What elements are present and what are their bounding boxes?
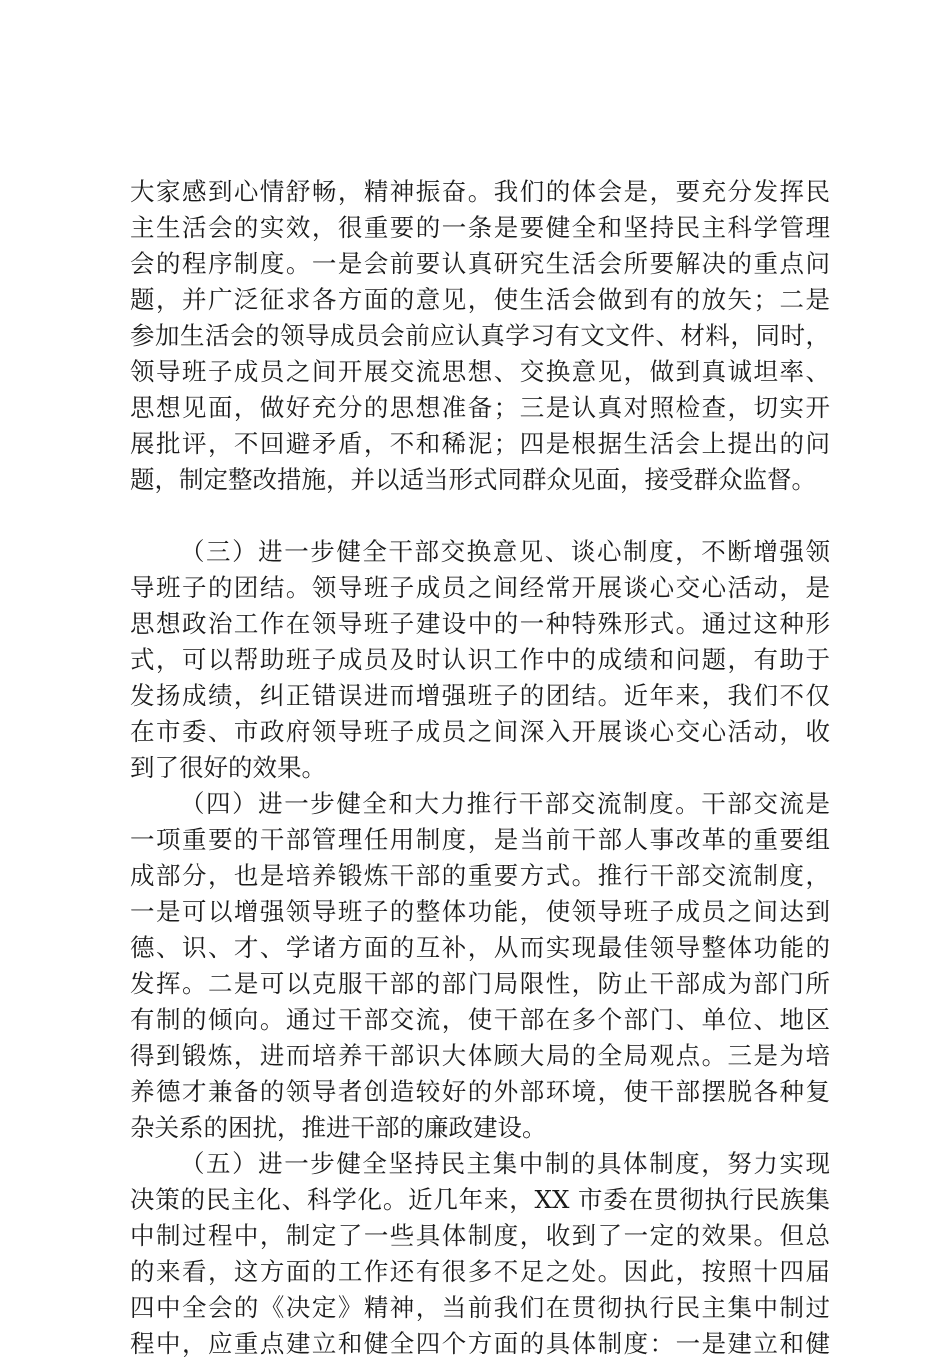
text-line: 到了很好的效果。 [130, 753, 326, 782]
text-line: 式，可以帮助班子成员及时认识工作中的成绩和问题，有助于 [130, 645, 830, 674]
text-line: 在市委、市政府领导班子成员之间深入开展谈心交心活动，收 [130, 717, 830, 746]
text-line: 得到锻炼，进而培养干部识大体顾大局的全局观点。三是为培 [130, 1041, 830, 1070]
text-line: 一项重要的干部管理任用制度，是当前干部人事改革的重要组 [130, 825, 830, 854]
text-line: 四中全会的《决定》精神，当前我们在贯彻执行民主集中制过 [130, 1293, 830, 1322]
text-line: 一是可以增强领导班子的整体功能，使领导班子成员之间达到 [130, 897, 830, 926]
text-line: 杂关系的困扰，推进干部的廉政建设。 [130, 1113, 547, 1142]
paragraph-heading-line: （四）进一步健全和大力推行干部交流制度。干部交流是 [180, 789, 830, 818]
text-line: 的来看，这方面的工作还有很多不足之处。因此，按照十四届 [130, 1257, 830, 1286]
text-line: 养德才兼备的领导者创造较好的外部环境，使干部摆脱各种复 [130, 1077, 830, 1106]
text-line: 主生活会的实效，很重要的一条是要健全和坚持民主科学管理 [130, 213, 830, 242]
text-line: 题，并广泛征求各方面的意见，使生活会做到有的放矢；二是 [130, 285, 830, 314]
text-line: 决策的民主化、科学化。近几年来，XX 市委在贯彻执行民族集 [130, 1185, 830, 1214]
text-line: 大家感到心情舒畅，精神振奋。我们的体会是，要充分发挥民 [130, 177, 830, 206]
text-line: 展批评，不回避矛盾，不和稀泥；四是根据生活会上提出的问 [130, 429, 830, 458]
text-line: 题，制定整改措施，并以适当形式同群众见面，接受群众监督。 [130, 465, 816, 494]
text-line: 发扬成绩，纠正错误进而增强班子的团结。近年来，我们不仅 [130, 681, 830, 710]
text-line: 德、识、才、学诸方面的互补，从而实现最佳领导整体功能的 [130, 933, 830, 962]
text-line: 思想见面，做好充分的思想准备；三是认真对照检查，切实开 [130, 393, 830, 422]
text-line: 成部分，也是培养锻炼干部的重要方式。推行干部交流制度， [130, 861, 830, 890]
paragraph-heading-line: （五）进一步健全坚持民主集中制的具体制度，努力实现 [180, 1149, 830, 1178]
text-line: 有制的倾向。通过干部交流，使干部在多个部门、单位、地区 [130, 1005, 830, 1034]
text-line: 发挥。二是可以克服干部的部门局限性，防止干部成为部门所 [130, 969, 830, 998]
text-line: 中制过程中，制定了一些具体制度，收到了一定的效果。但总 [130, 1221, 830, 1250]
text-line: 导班子的团结。领导班子成员之间经常开展谈心交心活动，是 [130, 573, 830, 602]
text-line: 参加生活会的领导成员会前应认真学习有文文件、材料，同时， [130, 321, 830, 350]
text-line: 思想政治工作在领导班子建设中的一种特殊形式。通过这种形 [130, 609, 830, 638]
paragraph-heading-line: （三）进一步健全干部交换意见、谈心制度，不断增强领 [180, 537, 830, 566]
text-line: 程中，应重点建立和健全四个方面的具体制度：一是建立和健 [130, 1329, 830, 1358]
text-line: 领导班子成员之间开展交流思想、交换意见，做到真诚坦率、 [130, 357, 830, 386]
text-line: 会的程序制度。一是会前要认真研究生活会所要解决的重点问 [130, 249, 830, 278]
